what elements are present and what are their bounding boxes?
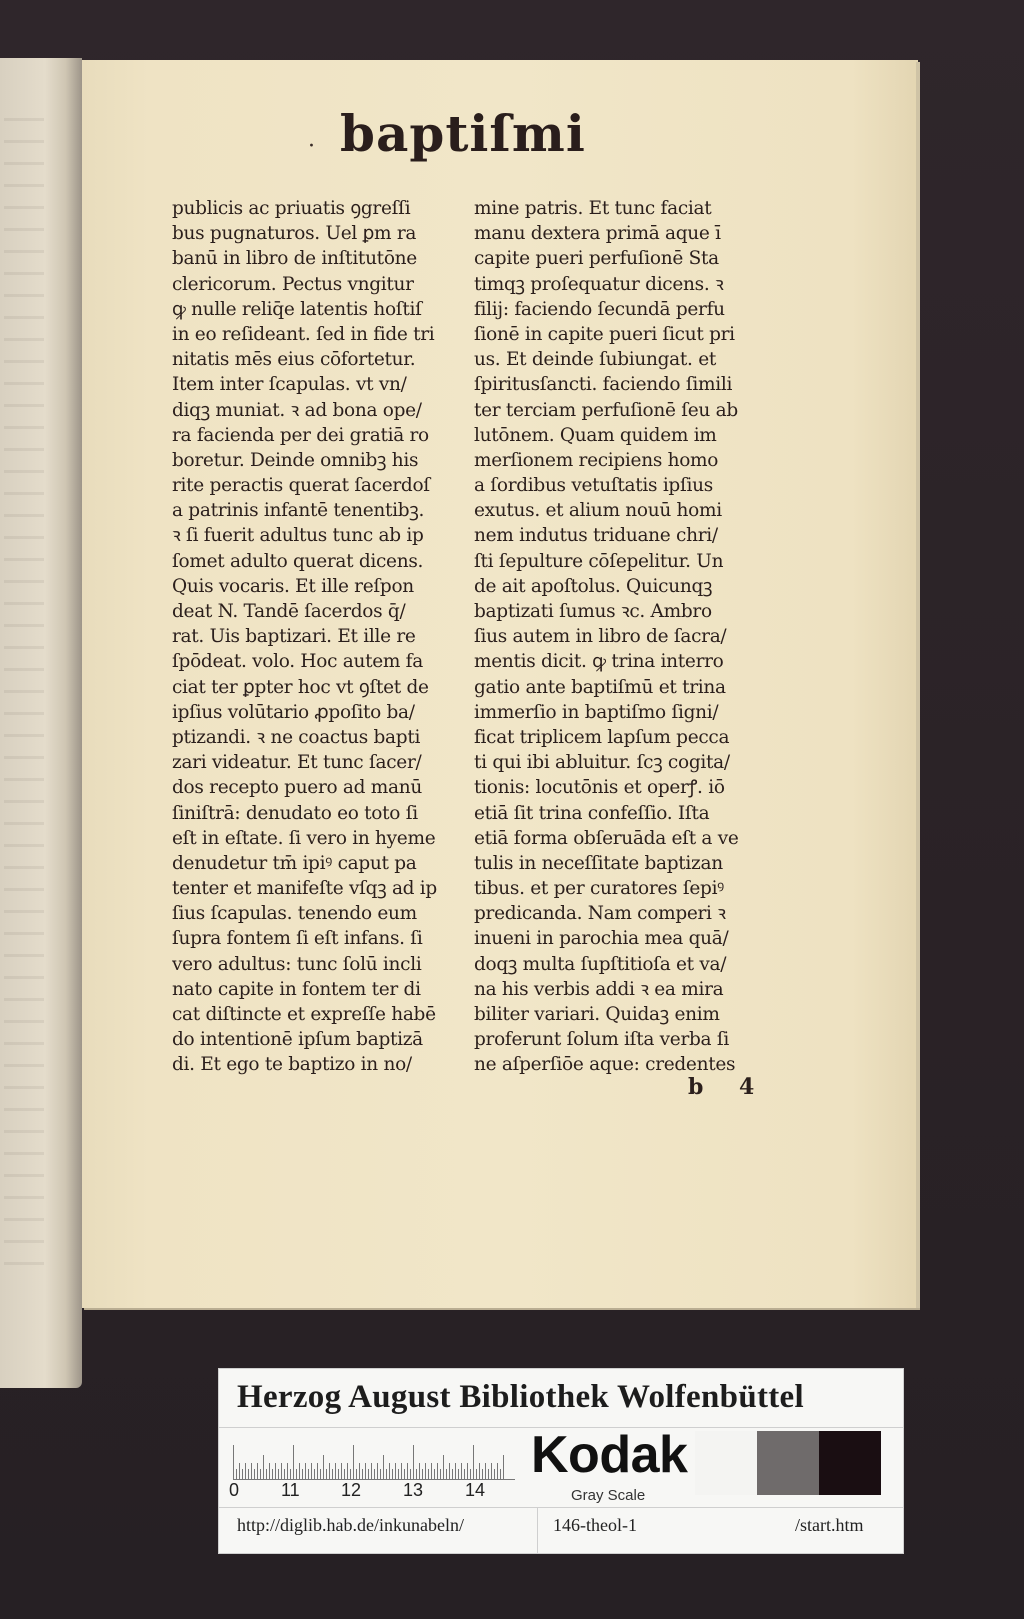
text-line: immerſio in baptiſmo ſigni/ <box>474 701 719 723</box>
text-line: ciat ter ꝑpter hoc vt ꝯſtet de <box>172 676 429 698</box>
text-line: ter terciam perfuſionē ſeu ab <box>474 399 738 421</box>
ruler-tick <box>353 1445 354 1479</box>
text-line: tulis in neceſſitate baptizan <box>474 852 723 874</box>
text-line: de ait apoſtolus. Quicunqꝫ <box>474 575 713 597</box>
ruler-tick <box>407 1463 408 1479</box>
ruler-tick <box>395 1463 396 1479</box>
text-line: boretur. Deinde omnibꝫ his <box>172 449 419 471</box>
text-line: ſionē in capite pueri ſicut pri <box>474 323 735 345</box>
ruler-tick <box>380 1469 381 1479</box>
facing-page-edge <box>0 58 82 1388</box>
text-line: etiā ſit trina confeſſio. Iſta <box>474 802 710 824</box>
text-line: tenter et manifeſte vſqꝫ ad ip <box>172 878 437 900</box>
text-line: exutus. et alium nouū homi <box>474 500 722 522</box>
ruler-tick <box>296 1469 297 1479</box>
ruler-tick <box>371 1463 372 1479</box>
ruler-tick <box>314 1469 315 1479</box>
ruler-tick <box>449 1463 450 1479</box>
ruler-tick <box>392 1469 393 1479</box>
signature-mark: b 4 <box>688 1074 769 1100</box>
text-line: merſionem recipiens homo <box>474 449 719 471</box>
ruler-tick <box>317 1463 318 1479</box>
ruler-tick <box>302 1469 303 1479</box>
ruler-tick <box>389 1463 390 1479</box>
card-divider <box>219 1507 903 1508</box>
text-line: nato capite in fontem ter di <box>172 978 421 1000</box>
ruler-tick <box>440 1469 441 1479</box>
text-line: ſius ſcapulas. tenendo eum <box>172 903 417 925</box>
ruler-tick <box>323 1455 324 1479</box>
ruler-tick <box>470 1469 471 1479</box>
text-line: rat. Uis baptizari. Et ille re <box>172 626 416 648</box>
ruler-tick <box>350 1469 351 1479</box>
ruler-tick <box>479 1463 480 1479</box>
text-line: do intentionē ipſum baptizā <box>172 1029 423 1051</box>
text-line: cat diſtincte et expreſſe habē <box>172 1004 436 1025</box>
ruler-tick <box>383 1455 384 1479</box>
ruler-tick <box>473 1445 474 1479</box>
url-suffix: /start.htm <box>795 1515 864 1535</box>
ruler-tick <box>263 1455 264 1479</box>
text-line: clericorum. Pectus vngitur <box>172 273 414 295</box>
ruler-tick <box>248 1469 249 1479</box>
text-line: ne aſperſiōe aque: credentes <box>474 1054 736 1076</box>
gray-swatch-light <box>695 1431 757 1495</box>
ruler-tick <box>485 1463 486 1479</box>
ruler-tick <box>503 1455 504 1479</box>
ruler-tick <box>488 1469 489 1479</box>
text-line: nem indutus triduane chri/ <box>474 525 718 547</box>
ruler-tick <box>500 1469 501 1479</box>
ruler-tick <box>251 1463 252 1479</box>
ruler-tick <box>272 1469 273 1479</box>
text-line: ſpiritusſancti. faciendo ſimili <box>474 374 733 396</box>
text-line: a ſordibus vetuſtatis ipſius <box>474 475 713 497</box>
ruler-tick <box>236 1469 237 1479</box>
ruler-number: 14 <box>465 1480 486 1500</box>
text-line: ſpōdeat. volo. Hoc autem fa <box>172 651 423 673</box>
ruler-tick <box>359 1463 360 1479</box>
ruler-tick <box>401 1463 402 1479</box>
text-line: vero adultus: tunc ſolū incli <box>172 953 422 975</box>
text-line: di. Et ego te baptizo in no/ <box>172 1054 412 1076</box>
text-line: nitatis mēs eius cōfortetur. <box>172 349 416 371</box>
ruler-number: 11 <box>281 1480 300 1500</box>
text-line: manu dextera primā aque ī <box>474 223 721 245</box>
url-prefix: http://diglib.hab.de/inkunabeln/ <box>237 1515 464 1535</box>
text-line: filij: faciendo ſecundā perfu <box>474 298 725 320</box>
ruler-number: 0 <box>229 1480 240 1500</box>
ruler-tick <box>245 1463 246 1479</box>
library-title: Herzog August Bibliothek Wolfenbüttel <box>237 1379 804 1415</box>
ruler-tick <box>290 1469 291 1479</box>
text-line: Item inter ſcapulas. vt vn/ <box>172 374 407 396</box>
ruler-tick <box>335 1463 336 1479</box>
ruler-tick <box>287 1463 288 1479</box>
text-line: ſius autem in libro de ſacra/ <box>474 626 727 648</box>
text-line: zari videatur. Et tunc ſacer/ <box>172 752 422 774</box>
ruler-tick <box>233 1445 234 1479</box>
text-line: ficat triplicem lapſum pecca <box>474 726 730 748</box>
kodak-logo: Kodak <box>531 1426 688 1484</box>
ruler-tick <box>458 1469 459 1479</box>
measurement-ruler <box>233 1433 515 1480</box>
ruler-tick <box>491 1463 492 1479</box>
ruler-tick <box>494 1469 495 1479</box>
text-line: ꝙ nulle reliq̄e latentis hoſtiſ <box>172 298 422 320</box>
ruler-tick <box>398 1469 399 1479</box>
ruler-tick <box>434 1469 435 1479</box>
text-line: ipſius volūtario ꝓpoſito ba/ <box>172 701 415 723</box>
text-column-right <box>474 196 756 1078</box>
text-line: predicanda. Nam comperi ꝛ <box>474 903 726 925</box>
text-line: doqꝫ multa ſupſtitioſa et va/ <box>474 953 727 975</box>
ruler-tick <box>269 1463 270 1479</box>
text-line: ſti ſepulture cōſepelitur. Un <box>474 550 724 572</box>
text-line: etiā forma obſeruāda eſt a ve <box>474 827 739 849</box>
ruler-tick <box>362 1469 363 1479</box>
text-line: dos recepto puero ad manū <box>172 777 422 799</box>
ruler-tick <box>338 1469 339 1479</box>
facing-page-bleed-through <box>4 118 44 1268</box>
ruler-tick <box>278 1469 279 1479</box>
ruler-tick <box>254 1469 255 1479</box>
ruler-tick <box>332 1469 333 1479</box>
text-line: publicis ac priuatis ꝯgreſſi <box>172 198 411 219</box>
page-edge-shadow <box>916 62 920 1308</box>
ruler-tick <box>239 1463 240 1479</box>
ruler-tick <box>437 1463 438 1479</box>
shelfmark: 146-theol-1 <box>553 1515 637 1535</box>
ruler-tick <box>284 1469 285 1479</box>
ruler-tick <box>365 1463 366 1479</box>
text-line: eſt in eſtate. ſi vero in hyeme <box>172 827 436 849</box>
ruler-tick <box>446 1469 447 1479</box>
ruler-tick <box>425 1463 426 1479</box>
ruler-tick <box>266 1469 267 1479</box>
ruler-tick <box>341 1463 342 1479</box>
gray-swatch-dark <box>819 1431 881 1495</box>
ruler-tick <box>299 1463 300 1479</box>
ruler-tick <box>308 1469 309 1479</box>
ruler-number: 12 <box>341 1480 362 1500</box>
ruler-tick <box>347 1463 348 1479</box>
text-line: timqꝫ proſequatur dicens. ꝛ <box>474 273 724 295</box>
text-line: biliter variari. Quidaꝫ enim <box>474 1004 720 1025</box>
ruler-tick <box>428 1469 429 1479</box>
text-line: tibus. et per curatores ſepiꝰ <box>474 878 724 900</box>
text-line: bus pugnaturos. Uel ꝑm ra <box>172 223 417 245</box>
text-line: denudetur tm̄ ipiꝰ caput pa <box>172 852 417 874</box>
ruler-tick <box>419 1463 420 1479</box>
ruler-tick <box>377 1463 378 1479</box>
text-line: capite pueri perfuſionē Sta <box>474 248 719 270</box>
text-line: gatio ante baptiſmū et trina <box>474 676 726 698</box>
gray-swatch-mid <box>757 1431 819 1495</box>
target-card <box>218 1368 904 1554</box>
text-line: deat N. Tandē ſacerdos q̄/ <box>172 601 406 622</box>
ruler-tick <box>461 1463 462 1479</box>
text-line: in eo reſideant. ſed in fide tri <box>172 323 435 345</box>
text-line: ſupra fontem ſi eſt infans. ſi <box>172 928 423 950</box>
text-line: ꝛ ſi fuerit adultus tunc ab ip <box>172 525 424 547</box>
ruler-tick <box>260 1469 261 1479</box>
text-line: ſiniſtrā: denudato eo toto ſi <box>172 802 418 824</box>
ruler-tick <box>482 1469 483 1479</box>
ruler-tick <box>344 1469 345 1479</box>
ruler-tick <box>410 1469 411 1479</box>
ruler-tick <box>497 1463 498 1479</box>
ruler-tick <box>476 1469 477 1479</box>
head-mark: · <box>308 134 315 159</box>
text-line: ra facienda per dei gratiā ro <box>172 424 429 446</box>
ruler-tick <box>467 1463 468 1479</box>
gray-scale-label: Gray Scale <box>571 1487 646 1504</box>
ruler-tick <box>464 1469 465 1479</box>
text-line: ti qui ibi abluitur. ſcꝫ cogita/ <box>474 752 730 774</box>
ruler-tick <box>320 1469 321 1479</box>
ruler-tick <box>305 1463 306 1479</box>
text-line: diqꝫ muniat. ꝛ ad bona ope/ <box>172 399 422 421</box>
text-line: mentis dicit. ꝙ trina interro <box>474 651 724 673</box>
ruler-tick <box>404 1469 405 1479</box>
card-divider <box>537 1507 538 1553</box>
ruler-tick <box>452 1469 453 1479</box>
ruler-tick <box>422 1469 423 1479</box>
text-line: inueni in parochia mea quā/ <box>474 928 729 950</box>
ruler-number: 13 <box>403 1480 424 1500</box>
ruler-tick <box>455 1463 456 1479</box>
ruler-tick <box>443 1455 444 1479</box>
ruler-tick <box>416 1469 417 1479</box>
text-line: us. Et deinde ſubiungat. et <box>474 349 716 371</box>
ruler-tick <box>329 1463 330 1479</box>
ruler-tick <box>275 1463 276 1479</box>
text-line: lutōnem. Quam quidem im <box>474 424 717 446</box>
ruler-tick <box>386 1469 387 1479</box>
text-line: baptizati ſumus ꝛc. Ambro <box>474 601 712 622</box>
ruler-tick <box>368 1469 369 1479</box>
ruler-tick <box>413 1445 414 1479</box>
ruler-tick <box>311 1463 312 1479</box>
text-line: na his verbis addi ꝛ ea mira <box>474 978 724 1000</box>
ruler-tick <box>281 1463 282 1479</box>
text-line: ſomet adulto querat dicens. <box>172 550 424 572</box>
text-line: a patrinis infantē tenentibꝫ. <box>172 500 425 522</box>
text-line: rite peractis querat ſacerdoſ <box>172 475 430 497</box>
ruler-tick <box>257 1463 258 1479</box>
ruler-tick <box>431 1463 432 1479</box>
text-line: proferunt ſolum iſta verba ſi <box>474 1029 730 1051</box>
text-column-left <box>172 196 454 1078</box>
running-head: baptiſmi <box>340 104 586 163</box>
ruler-tick <box>242 1469 243 1479</box>
text-line: ptizandi. ꝛ ne coactus bapti <box>172 726 421 748</box>
ruler-tick <box>293 1445 294 1479</box>
text-line: tionis: locutōnis et operꝭ. iō <box>474 777 725 799</box>
text-line: banū in libro de inſtitutōne <box>172 248 417 270</box>
ruler-tick <box>356 1469 357 1479</box>
ruler-tick <box>326 1469 327 1479</box>
text-line: mine patris. Et tunc faciat <box>474 198 712 219</box>
text-line: Quis vocaris. Et ille reſpon <box>172 575 414 597</box>
ruler-tick <box>374 1469 375 1479</box>
